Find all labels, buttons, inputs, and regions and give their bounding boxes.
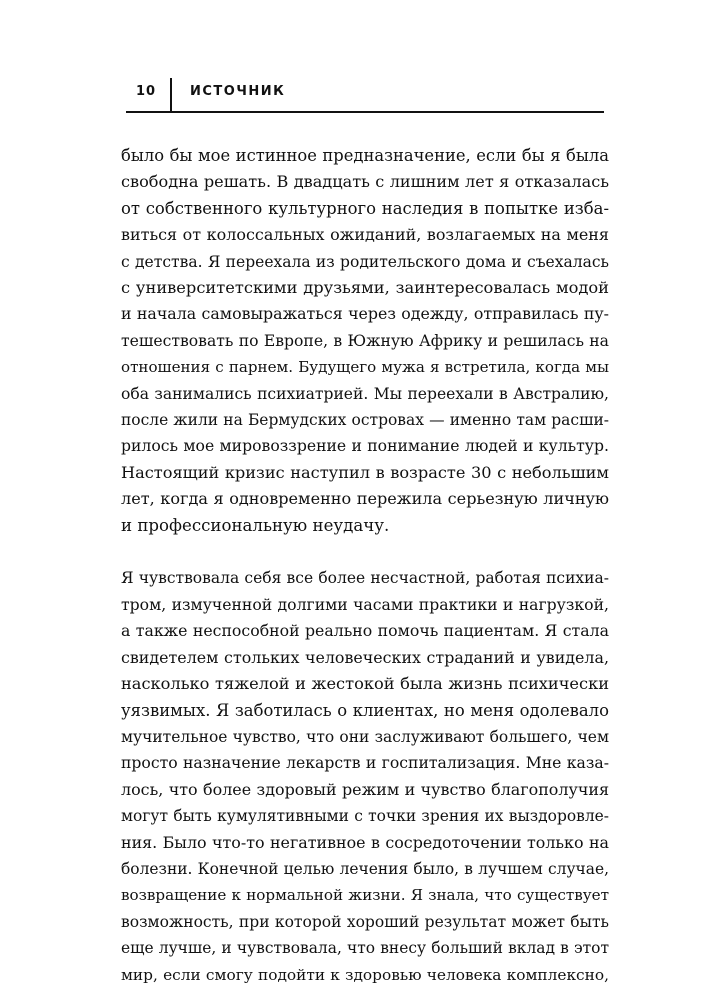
text-line: еще лучше, и чувствовала, что внесу больший вклад в этот: [121, 939, 609, 958]
page-number: 10: [136, 84, 157, 99]
text-line: и профессиональную неудачу.: [121, 515, 390, 535]
text-line: отношения с парнем. Будущего мужа я встретила, когда мы: [121, 358, 609, 377]
text-line: просто назначение лекарств и госпитализация. Мне каза-: [121, 753, 609, 773]
text-line: насколько тяжелой и жестокой была жизнь психически: [121, 674, 609, 694]
text-line: мучительное чувство, что они заслуживают большего, чем: [121, 727, 609, 746]
text-line: от собственного культурного наследия в попытке изба-: [121, 198, 609, 218]
text-line: лет, когда я одновременно пережила серьезную личную: [121, 489, 609, 509]
text-line: после жили на Бермудских островах — именно там расши-: [121, 411, 609, 430]
text-line: тром, измученной долгими часами практики и нагрузкой,: [121, 594, 609, 614]
text-line: оба занимались психиатрией. Мы переехали в Австралию,: [121, 384, 609, 403]
text-line: свободна решать. В двадцать с лишним лет я отказалась: [121, 172, 609, 192]
text-line: Я чувствовала себя все более несчастной, работая психиа-: [121, 569, 609, 588]
header-separator: [170, 78, 172, 112]
text-line: с университетскими друзьями, заинтересовалась модой: [121, 278, 609, 298]
text-line: ния. Было что-то негативное в сосредоточении только на: [121, 832, 609, 852]
text-line: виться от колоссальных ожиданий, возлагаемых на меня: [121, 225, 609, 245]
text-line: рилось мое мировоззрение и понимание людей и культур.: [121, 436, 609, 456]
text-line: свидетелем стольких человеческих страданий и увидела,: [121, 647, 609, 667]
text-line: с детства. Я переехала из родительского дома и съехалась: [121, 252, 609, 271]
paragraph-spacer: [121, 539, 609, 565]
text-line: мир, если смогу подойти к здоровью человека комплексно,: [121, 965, 609, 984]
text-line: тешествовать по Европе, в Южную Африку и решилась на: [121, 331, 609, 350]
text-line: а также неспособной реально помочь пациентам. Я стала: [121, 621, 609, 641]
text-line: лось, что более здоровый режим и чувство благополучия: [121, 779, 609, 799]
text-line: и начала самовыражаться через одежду, отправилась пу-: [121, 304, 609, 324]
text-line: было бы мое истинное предназначение, если бы я была: [121, 146, 609, 165]
body-text: [121, 143, 609, 988]
section-title: ИСТОЧНИК: [190, 84, 286, 99]
header-rule: [126, 111, 604, 113]
text-line: Настоящий кризис наступил в возрасте 30 с небольшим: [121, 462, 609, 482]
paragraph: [121, 565, 609, 988]
paragraph: [121, 143, 609, 539]
running-header: [126, 78, 604, 112]
text-line: уязвимых. Я заботилась о клиентах, но меня одолевало: [121, 700, 609, 720]
text-line: возвращение к нормальной жизни. Я знала, что существует: [121, 886, 609, 905]
text-line: болезни. Конечной целью лечения было, в лучшем случае,: [121, 859, 609, 878]
text-line: могут быть кумулятивными с точки зрения их выздоровле-: [121, 807, 609, 826]
text-line: возможность, при которой хороший результат может быть: [121, 912, 609, 931]
